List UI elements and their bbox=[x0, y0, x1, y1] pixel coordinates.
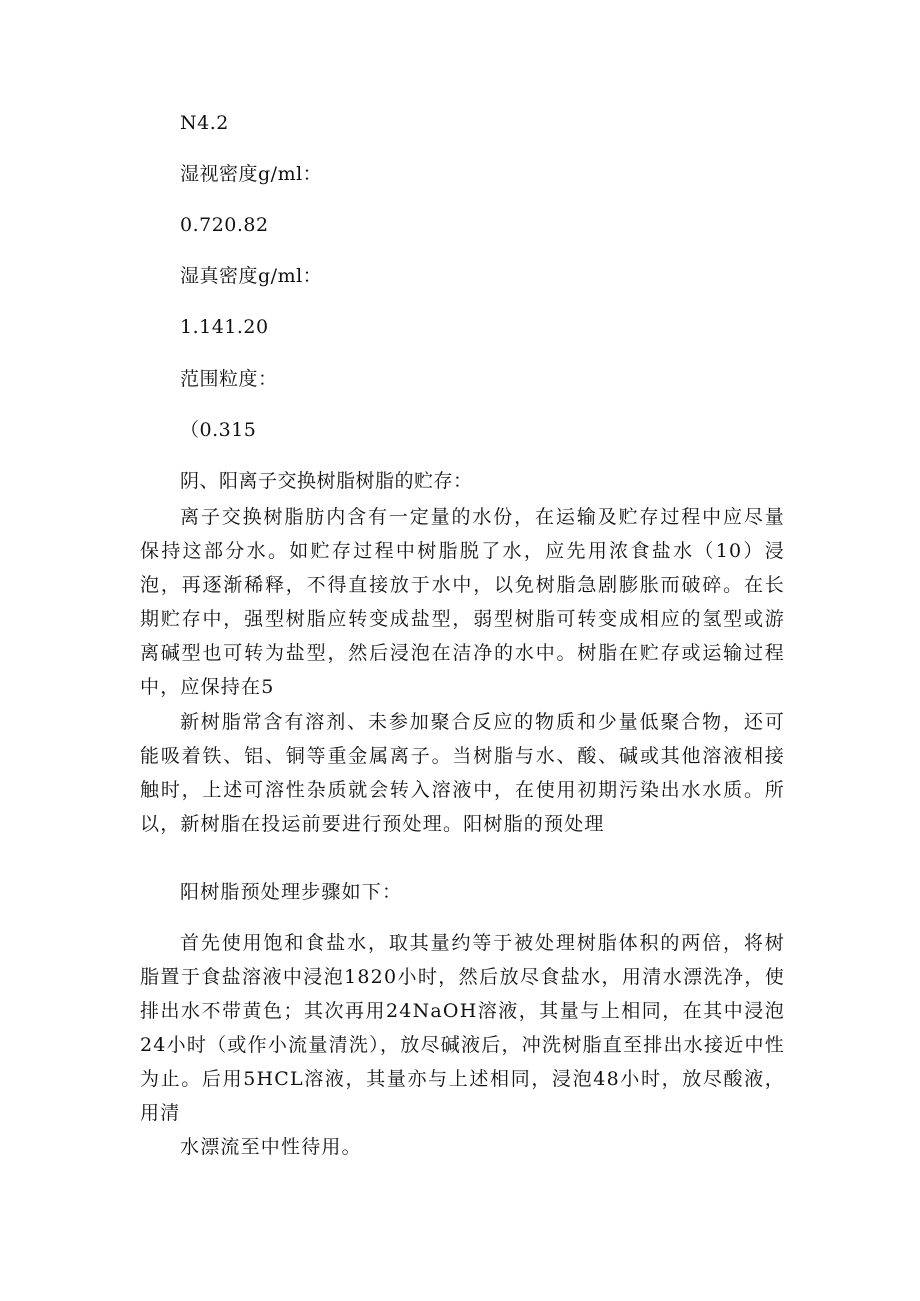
spec-value-particle-size-range: （0.315 bbox=[180, 419, 257, 441]
spec-label-particle-size-range: 范围粒度： bbox=[180, 368, 278, 390]
paragraph-pretreatment-steps-heading: 阳树脂预处理步骤如下： bbox=[180, 881, 403, 903]
spec-value-wet-true-density: 1.141.20 bbox=[180, 316, 269, 338]
paragraph-new-resin-impurities: 新树脂常含有溶剂、未参加聚合反应的物质和少量低聚合物，还可能吸着铁、铝、铜等重金属离子。当树脂与水、酸、碱或其他溶液相接触时，上述可溶性杂质就会转入溶液中，在使用初期污染出水水质。所以，新树脂在投运前要进行预处理。阳树脂的预处理 bbox=[140, 711, 785, 835]
paragraph-storage: 离子交换树脂肪内含有一定量的水份，在运输及贮存过程中应尽量保持这部分水。如贮存过程中树脂脱了水，应先用浓食盐水（10）浸泡，再逐渐稀释，不得直接放于水中，以免树脂急剧膨胀而破碎。在长期贮存中，强型树脂应转变成盐型，弱型树脂可转变成相应的氢型或游离碱型也可转为盐型，然后浸泡在洁净的水中。树脂在贮存或运输过程中，应保持在5 bbox=[140, 506, 785, 698]
spec-label-wet-true-density: 湿真密度g/ml： bbox=[180, 265, 323, 287]
spec-line-n: N4.2 bbox=[180, 112, 229, 134]
paragraph-rinse-to-neutral: 水漂流至中性待用。 bbox=[180, 1136, 362, 1158]
section-heading-storage: 阴、阳离子交换树脂树脂的贮存： bbox=[180, 470, 473, 492]
paragraph-pretreatment-procedure: 首先使用饱和食盐水，取其量约等于被处理树脂体积的两倍，将树脂置于食盐溶液中浸泡1820小时，然后放尽食盐水，用清水漂洗净，使排出水不带黄色；其次再用24NaOH溶液，其量与上相同，在其中浸泡24小时（或作小流量清洗），放尽碱液后，冲洗树脂直至排出水接近中性为止。后用5HCL溶液，其量亦与上述相同，浸泡48小时，放尽酸液，用清 bbox=[140, 932, 785, 1124]
spec-label-wet-apparent-density: 湿视密度g/ml： bbox=[180, 163, 323, 185]
spec-value-wet-apparent-density: 0.720.82 bbox=[180, 214, 269, 236]
